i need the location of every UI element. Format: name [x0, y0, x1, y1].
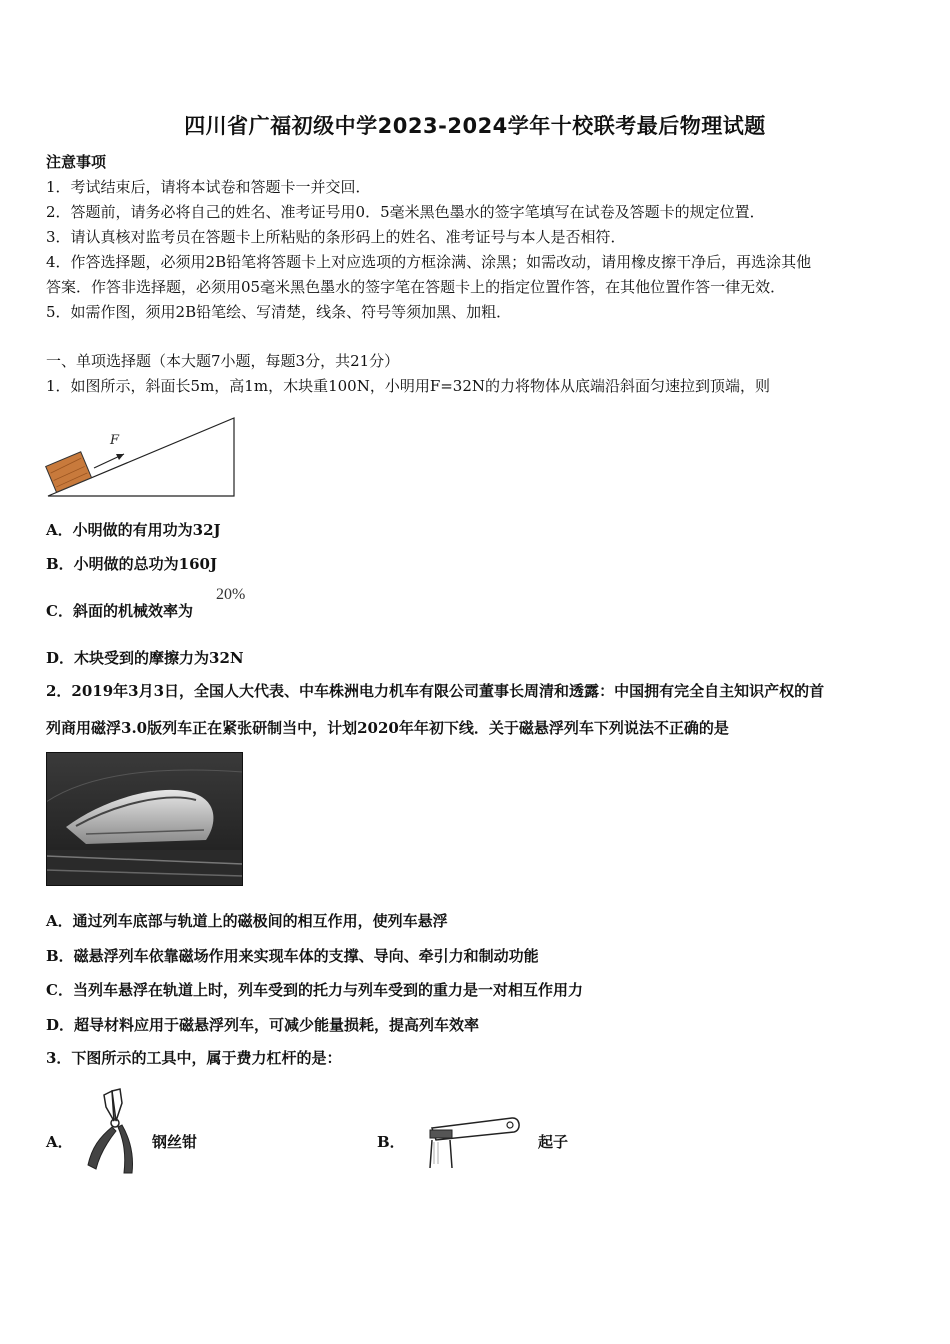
question-2-stem: 2．2019年3月3日，全国人大代表、中车株洲电力机车有限公司董事长周清和透露：中国拥有完全自主知识产权的首 [46, 682, 825, 700]
question-2-stem-cont: 列商用磁浮3.0版列车正在紧张研制当中，计划2020年年初下线．关于磁悬浮列车下列说法不正确的是 [46, 719, 729, 737]
question-1-stem: 1．如图所示，斜面长5m，高1m，木块重100N，小明用F=32N的力将物体从底端沿斜面匀速拉到顶端，则 [46, 377, 771, 395]
notice-item: 3．请认真核对监考员在答题卡上所粘贴的条形码上的姓名、准考证号与本人是否相符． [46, 228, 626, 246]
question-3-stem: 3．下图所示的工具中，属于费力杠杆的是： [46, 1049, 342, 1067]
incline-figure [44, 412, 240, 502]
notice-item: 1．考试结束后，请将本试卷和答题卡一并交回． [46, 178, 371, 196]
force-label: F [110, 433, 120, 448]
q2-option-b: B．磁悬浮列车依靠磁场作用来实现车体的支撑、导向、牵引力和制动功能 [46, 947, 539, 965]
q2-option-a: A．通过列车底部与轨道上的磁极间的相互作用，使列车悬浮 [46, 912, 448, 930]
page-title: 四川省广福初级中学2023-2024学年十校联考最后物理试题 [184, 114, 766, 138]
q1-option-d: D．木块受到的摩擦力为32N [46, 649, 244, 667]
notice-item: 4．作答选择题，必须用2B铅笔将答题卡上对应选项的方框涂满、涂黑；如需改动，请用橡皮擦干净后，再选涂其他 [46, 253, 812, 271]
notice-heading: 注意事项 [46, 153, 107, 171]
maglev-train-photo [46, 752, 243, 886]
notice-item: 2．答题前，请务必将自己的姓名、准考证号用0．5毫米黑色墨水的签字笔填写在试卷及答题卡的规定位置． [46, 203, 765, 221]
q1-option-c: C．斜面的机械效率为 [46, 602, 193, 620]
q3-option-b-label: 起子 [538, 1133, 569, 1151]
notice-item: 答案．作答非选择题，必须用05毫米黑色墨水的签字笔在答题卡上的指定位置作答，在其他位置作答一律无效． [46, 278, 786, 296]
q1-option-b: B．小明做的总功为160J [46, 555, 218, 573]
q2-option-d: D．超导材料应用于磁悬浮列车，可减少能量损耗，提高列车效率 [46, 1016, 480, 1034]
bottle-opener-icon [420, 1112, 524, 1170]
q1-option-c-value: 20% [216, 586, 246, 603]
q1-option-a: A．小明做的有用功为32J [46, 521, 221, 539]
section-heading: 一、单项选择题（本大题7小题，每题3分，共21分） [46, 352, 400, 370]
pliers-icon [82, 1085, 142, 1177]
q2-option-c: C．当列车悬浮在轨道上时，列车受到的托力与列车受到的重力是一对相互作用力 [46, 981, 583, 999]
wooden-block [46, 452, 92, 492]
q3-option-b-letter: B． [377, 1133, 405, 1151]
q3-option-a-label: 钢丝钳 [152, 1133, 198, 1151]
notice-item: 5．如需作图，须用2B铅笔绘、写清楚，线条、符号等须加黑、加粗． [46, 303, 512, 321]
q3-option-a-letter: A． [46, 1133, 73, 1151]
